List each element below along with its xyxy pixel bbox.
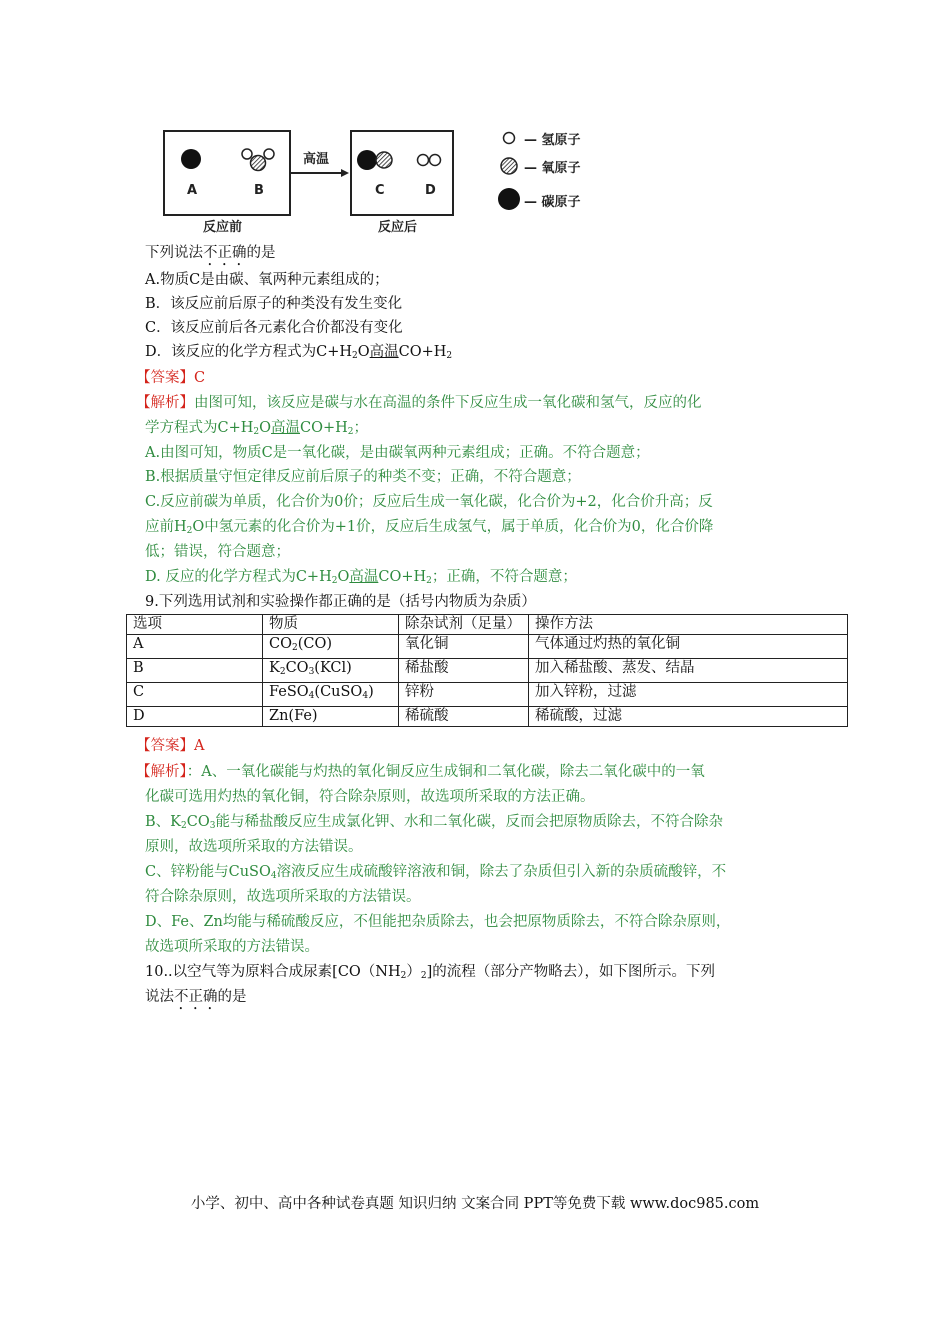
page-footer: 小学、初中、高中各种试卷真题 知识归纳 文案合同 PPT等免费下载 www.doc985.com bbox=[190, 1196, 760, 1212]
q9-analysis-2: 化碳可选用灼热的氧化铜，符合除杂原则，故选项所采取的方法正确。 bbox=[145, 789, 595, 805]
after-caption: 反应后 bbox=[378, 220, 418, 235]
carbon-atom-icon bbox=[181, 149, 201, 169]
q9-analysis-7: D、Fe、Zn均能与稀硫酸反应，不但能把杂质除去，也会把原物质除去，不符合除杂原则， bbox=[145, 914, 731, 930]
label-b: B bbox=[254, 183, 264, 198]
q9-answer: 【答案】A bbox=[136, 738, 205, 754]
emphasis-not-correct: 不正确 bbox=[203, 245, 247, 261]
carbon-monoxide-molecule-icon bbox=[357, 150, 392, 170]
legend-oxygen: — 氧原子 bbox=[524, 161, 581, 176]
q10-stem-1: 10..以空气等为原料合成尿素$[CO(NH_2)_2]$的流程（部分产物略去），如下图所示。下列 bbox=[145, 964, 716, 981]
emphasis-not-correct: 不正确 bbox=[174, 989, 218, 1005]
arrow-label: 高温 bbox=[303, 152, 330, 167]
label-a: A bbox=[187, 183, 198, 198]
legend-carbon: — 碳原子 bbox=[524, 195, 581, 210]
q8-analysis-6: 应前$H_2O$中氢元素的化合价为+1价，反应后生成氢气，属于单质，化合价为0，化合价降 bbox=[145, 519, 714, 536]
table-row: D Zn(Fe) 稀硫酸 稀硫酸，过滤 bbox=[127, 707, 848, 727]
q9-stem: 9.下列选用试剂和实验操作都正确的是（括号内物质为杂质） bbox=[145, 594, 536, 610]
before-caption: 反应前 bbox=[203, 220, 243, 235]
hydrogen-atom-icon bbox=[504, 133, 515, 144]
table-row: C FeSO$_4$(CuSO$_4$) 锌粉 加入锌粉，过滤 bbox=[127, 683, 848, 707]
q10-stem-2: 说法不正确的是 bbox=[145, 989, 247, 1005]
q8-option-a: A.物质C是由碳、氧两种元素组成的； bbox=[145, 272, 389, 288]
q8-option-b: B．该反应前后原子的种类没有发生变化 bbox=[145, 296, 403, 312]
q8-stem: 下列说法不正确的是 bbox=[145, 245, 276, 261]
legend-hydrogen: — 氢原子 bbox=[524, 133, 581, 148]
q8-analysis-7: 低；错误，符合题意； bbox=[145, 544, 290, 560]
table-row: A $CO_2(CO)$ 氧化铜 气体通过灼热的氧化铜 bbox=[127, 635, 848, 659]
q9-analysis-5: C、锌粉能与CuSO$_4$溶液反应生成硫酸锌溶液和铜，除去了杂质但引入新的杂质硫酸锌，不 bbox=[145, 864, 727, 881]
water-molecule-icon bbox=[242, 149, 274, 171]
table-row: B $K_2CO_3(KCl)$ 稀盐酸 加入稀盐酸、蒸发、结晶 bbox=[127, 659, 848, 683]
q8-analysis-2: 学方程式为$C+H_2O$高温$CO+H_2$； bbox=[145, 420, 369, 437]
table-header-row: 选项 物质 除杂试剂（足量） 操作方法 bbox=[127, 615, 848, 635]
label-c: C bbox=[375, 183, 385, 198]
q8-analysis-5: C.反应前碳为单质，化合价为0价；反应后生成一氧化碳，化合价为+2，化合价升高；反 bbox=[145, 494, 713, 510]
hydrogen-molecule-icon bbox=[418, 155, 441, 166]
q8-option-c: C．该反应前后各元素化合价都没有变化 bbox=[145, 320, 403, 336]
q8-answer: 【答案】C bbox=[136, 370, 206, 386]
oxygen-atom-icon bbox=[501, 158, 517, 174]
q9-analysis-1: 【解析】：A、一氧化碳能与灼热的氧化铜反应生成铜和二氧化碳，除去二氧化碳中的一氧 bbox=[136, 764, 705, 780]
q8-analysis-4: B.根据质量守恒定律反应前后原子的种类不变；正确，不符合题意； bbox=[145, 469, 581, 485]
carbon-atom-icon bbox=[498, 188, 520, 210]
q9-analysis-6: 符合除杂原则，故选项所采取的方法错误。 bbox=[145, 889, 421, 905]
q9-analysis-3: B、$K_2CO_3$能与稀盐酸反应生成氯化钾、水和二氧化碳，反而会把原物质除去，不符合除杂 bbox=[145, 814, 723, 831]
q8-analysis-3: A.由图可知，物质C是一氧化碳，是由碳氧两种元素组成；正确。不符合题意； bbox=[145, 445, 650, 461]
q9-analysis-8: 故选项所采取的方法错误。 bbox=[145, 939, 319, 955]
q8-analysis-8: D. 反应的化学方程式为$C+H_2O$高温$CO+H_2$；正确，不符合题意； bbox=[145, 569, 577, 586]
label-d: D bbox=[425, 183, 436, 198]
q8-option-d: D．该反应的化学方程式为$C+H_2O$高温$CO+H_2$ bbox=[145, 344, 453, 361]
q9-analysis-4: 原则，故选项所采取的方法错误。 bbox=[145, 839, 363, 855]
q8-analysis-1: 【解析】由图可知，该反应是碳与水在高温的条件下反应生成一氧化碳和氢气，反应的化 bbox=[136, 395, 702, 411]
q9-options-table bbox=[126, 614, 848, 727]
